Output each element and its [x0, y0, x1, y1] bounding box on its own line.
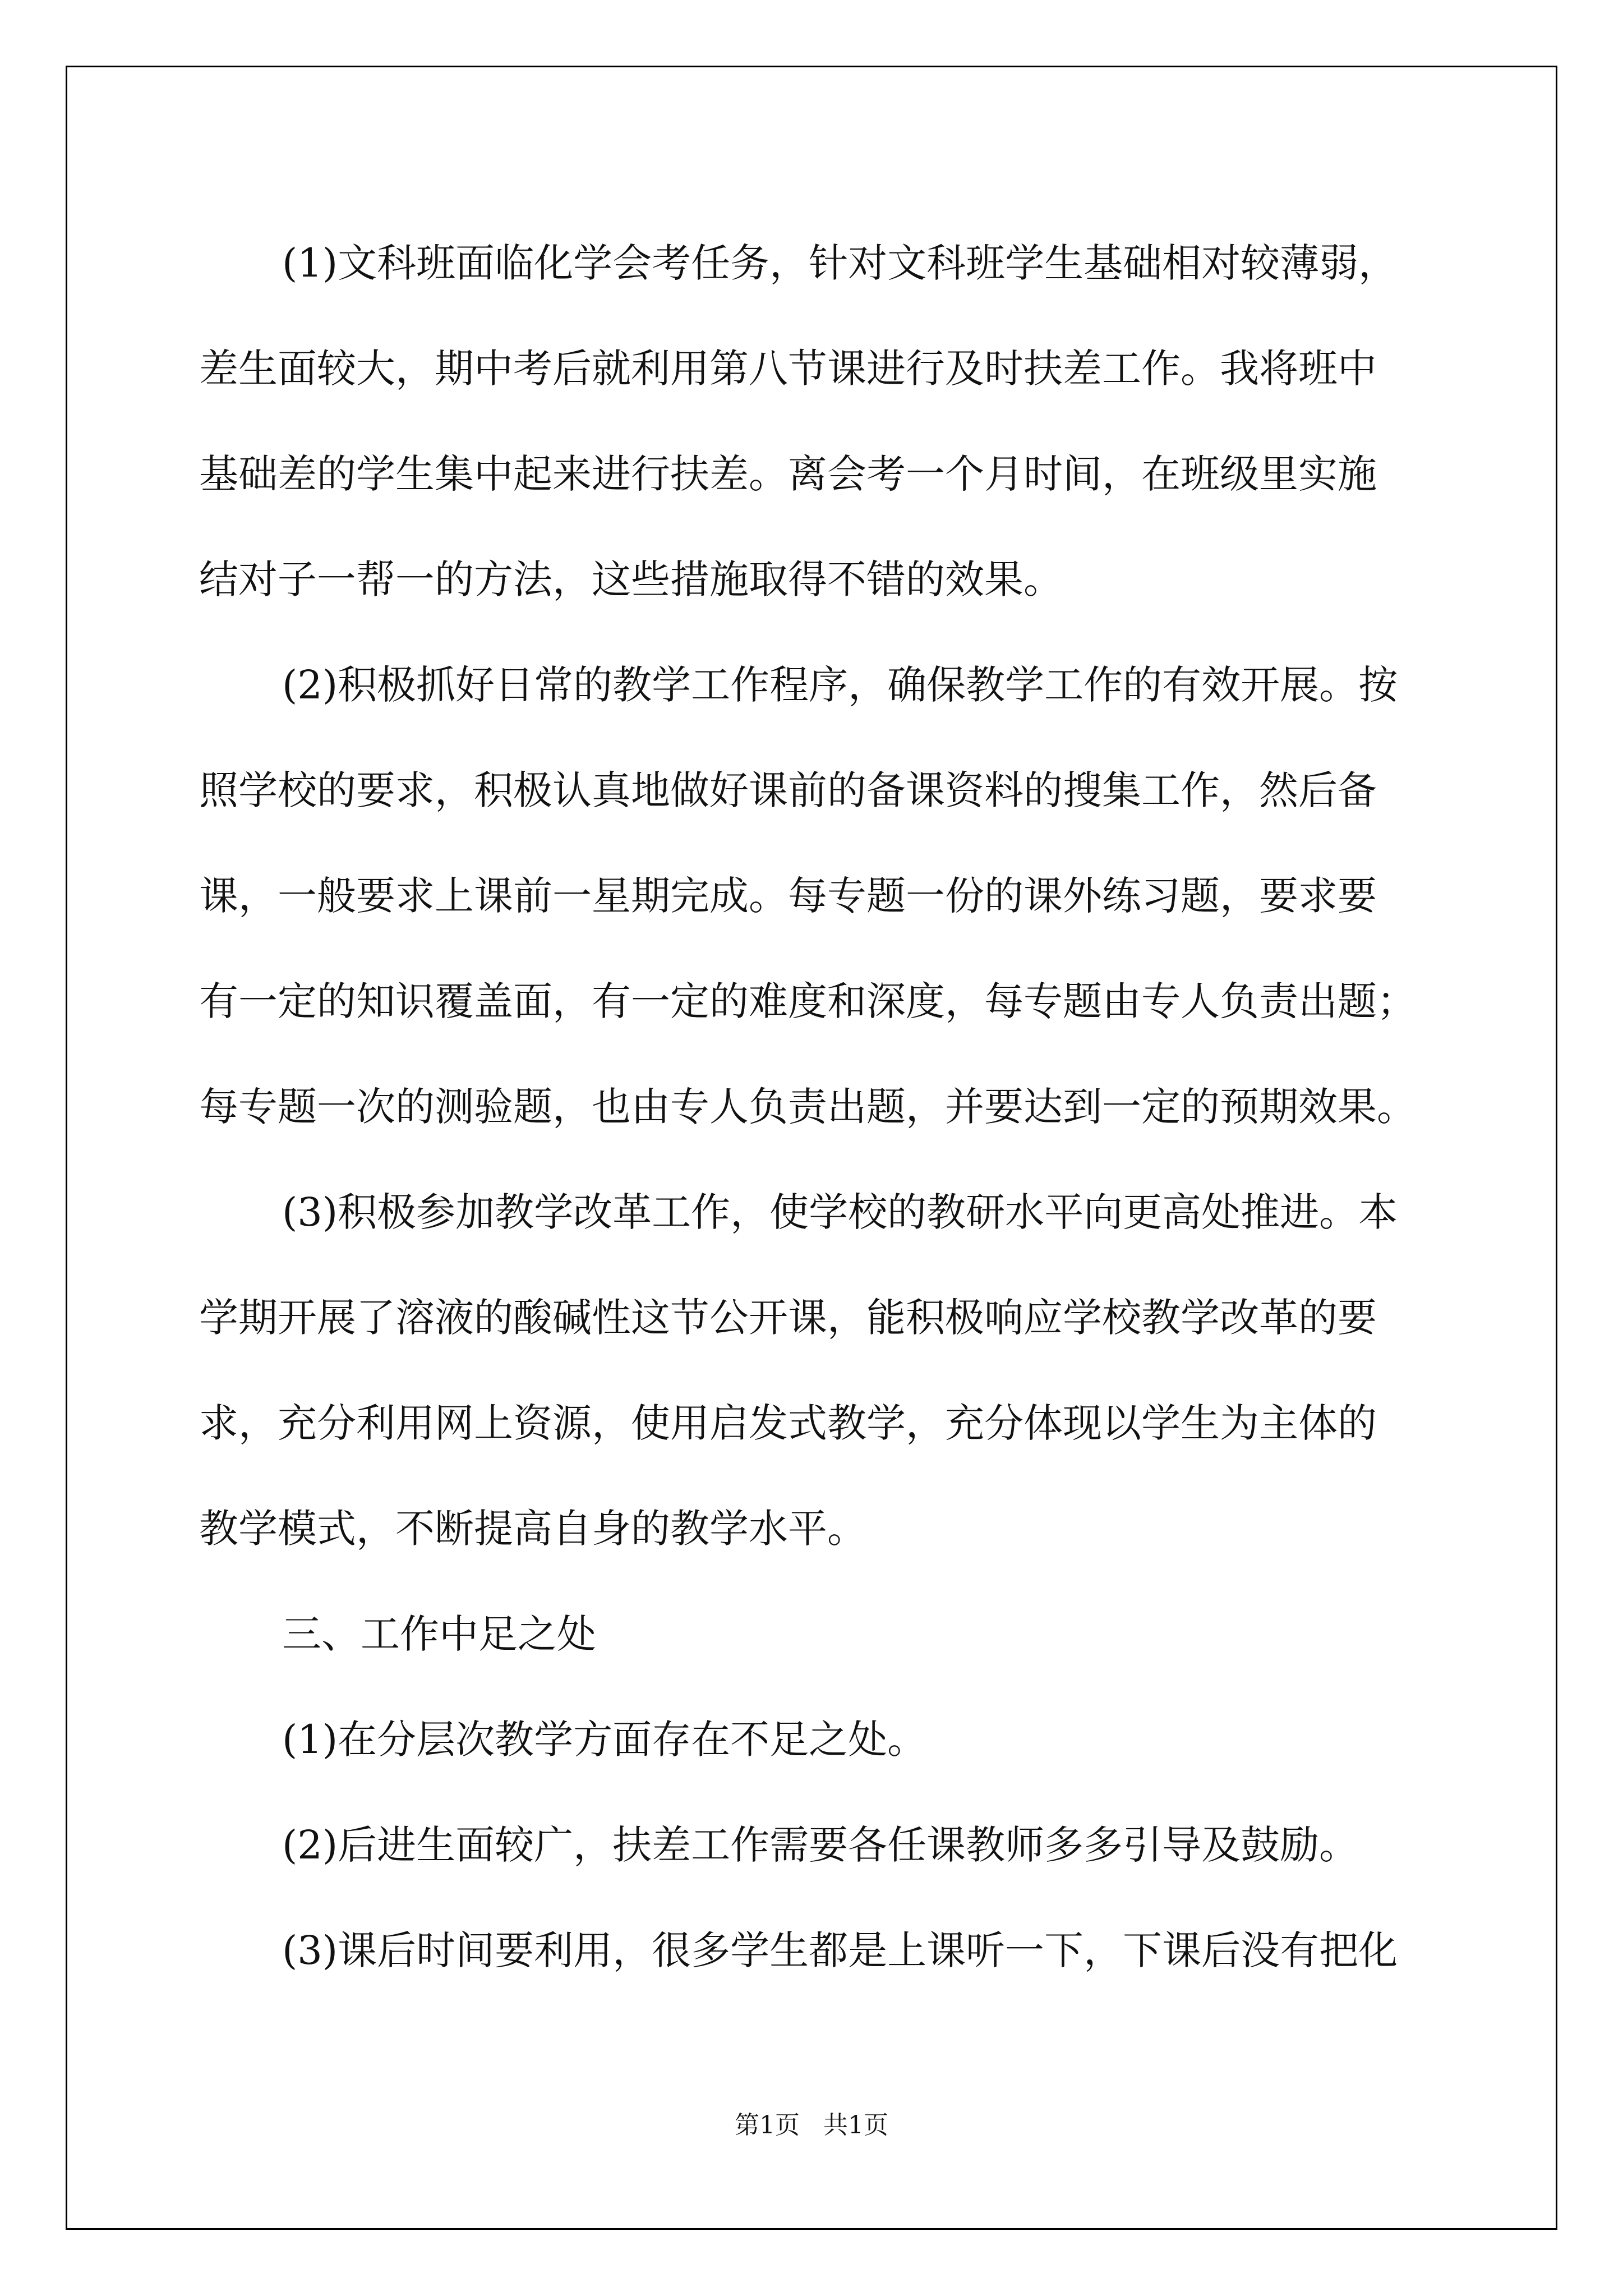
text-line: (3)课后时间要利用，很多学生都是上课听一下，下课后没有把化: [282, 1927, 1398, 1973]
text-line: (1)在分层次教学方面存在不足之处。: [282, 1717, 927, 1763]
text-line: (3)积极参加教学改革工作，使学校的教研水平向更高处推进。本: [282, 1189, 1398, 1235]
text-line: 照学校的要求，积极认真地做好课前的备课资料的搜集工作，然后备: [199, 767, 1377, 813]
text-line: (2)积极抓好日常的教学工作程序，确保教学工作的有效开展。按: [282, 662, 1398, 708]
text-line: 教学模式，不断提高自身的教学水平。: [199, 1506, 866, 1552]
text-line: 求，充分利用网上资源，使用启发式教学，充分体现以学生为主体的: [199, 1400, 1377, 1446]
text-line: (2)后进生面较广，扶差工作需要各任课教师多多引导及鼓励。: [282, 1822, 1359, 1868]
text-line: 结对子一帮一的方法，这些措施取得不错的效果。: [199, 556, 1063, 602]
section-heading: 三、工作中足之处: [282, 1611, 596, 1657]
text-line: 学期开展了溶液的酸碱性这节公开课，能积极响应学校教学改革的要: [199, 1295, 1377, 1341]
page-number-footer: 第1页 共1页: [735, 2111, 888, 2139]
text-line: 基础差的学生集中起来进行扶差。离会考一个月时间，在班级里实施: [199, 451, 1377, 497]
text-line: 课，一般要求上课前一星期完成。每专题一份的课外练习题，要求要: [199, 873, 1377, 919]
text-line: 差生面较大，期中考后就利用第八节课进行及时扶差工作。我将班中: [199, 346, 1377, 392]
document-body: [199, 210, 1433, 2003]
text-line: (1)文科班面临化学会考任务，针对文科班学生基础相对较薄弱，: [282, 240, 1398, 286]
text-line: 有一定的知识覆盖面，有一定的难度和深度，每专题由专人负责出题；: [199, 978, 1416, 1024]
text-line: 每专题一次的测验题，也由专人负责出题，并要达到一定的预期效果。: [199, 1084, 1416, 1130]
